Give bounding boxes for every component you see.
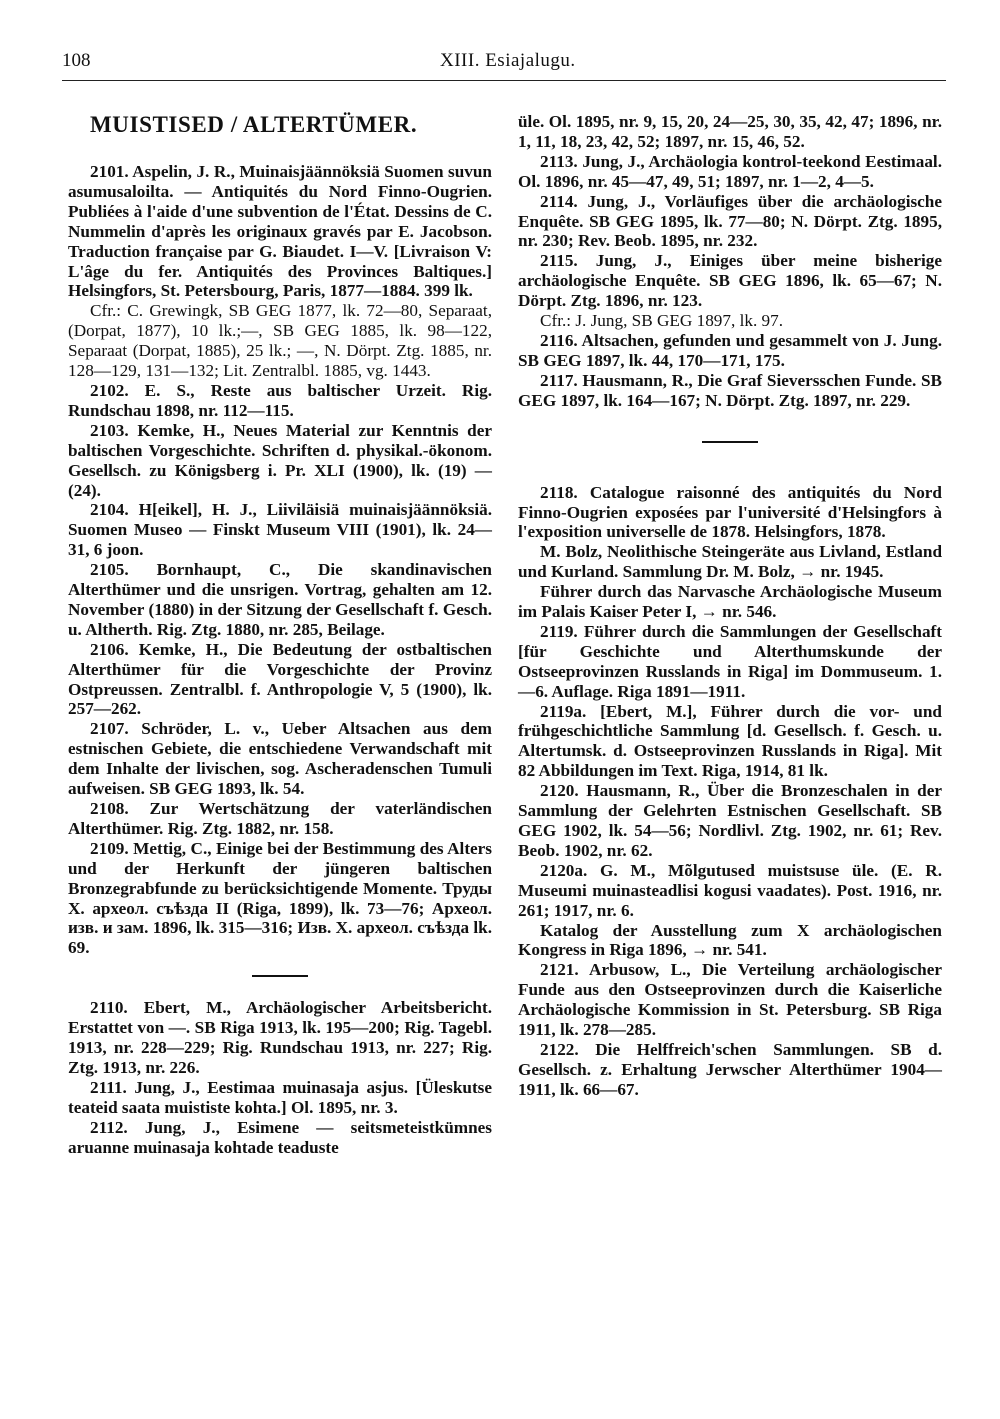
bibliography-entry (68, 381, 492, 421)
bibliography-entry (68, 799, 492, 839)
entry-text: 2119. Führer durch die Sammlungen der Gesellschaft [für Geschichte und Alterthumskunde der Ostseeprovinzen Russlands in Riga] im Dommuseum. 1.—6. Auflage. Riga 1891—1911. (518, 621, 942, 701)
bibliography-entry (518, 251, 942, 311)
entry-text: 2117. Hausmann, R., Die Graf Sieversschen Funde. SB GEG 1897, lk. 164—167; N. Dörpt. Ztg. 1897, nr. 229. (518, 370, 942, 410)
bibliography-entry (68, 301, 492, 381)
running-head: XIII. Esiajalugu. (440, 50, 576, 71)
bibliography-entry (518, 483, 942, 543)
bibliography-entry (68, 421, 492, 501)
bibliography-entry (518, 192, 942, 252)
entry-text: 2102. E. S., Reste aus baltischer Urzeit. Rig. Rundschau 1898, nr. 112—115. (68, 380, 492, 420)
bibliography-entry (68, 162, 492, 301)
entry-text: Führer durch das Narvasche Archäologische Museum im Palais Kaiser Peter I, → nr. 546. (518, 582, 942, 622)
entry-text: 2118. Catalogue raisonné des antiquités du Nord Finno-Ougrien exposées par l'université d'Helsingfors à l'exposition universelle de 1878. Helsingfors, 1878. (518, 482, 942, 542)
bibliography-entry (68, 1078, 492, 1118)
entry-text: M. Bolz, Neolithische Steingeräte aus Livland, Estland und Kurland. Sammlung Dr. M. Bolz, → nr. 1945. (518, 542, 942, 582)
entry-text: üle. Ol. 1895, nr. 9, 15, 20, 24—25, 30, 35, 42, 47; 1896, nr. 1, 11, 18, 23, 42, 52; 1897, nr. 15, 46, 52. (518, 112, 942, 151)
entry-text: 2108. Zur Wertschätzung der vaterländischen Alterthümer. Rig. Ztg. 1882, nr. 158. (68, 799, 492, 838)
entry-text: 2120. Hausmann, R., Über die Bronzeschalen in der Sammlung der Gelehrten Estnischen Gesellschaft. SB GEG 1902, lk. 54—56; Nordlivl. Ztg. 1902, nr. 61; Rev. Beob. 1902, nr. 62. (518, 781, 942, 860)
entry-text: 2104. H[eikel], H. J., Liiviläisiä muinaisjäännöksiä. Suomen Museo — Finskt Museum VIII (1901), lk. 24—31, 6 joon. (68, 500, 492, 560)
right-column (518, 112, 942, 1100)
entry-text: 2120a. G. M., Mõlgutused muistsuse üle. (E. R. Museumi muinasteadlisi kogusi vaadates). Post. 1916, nr. 261; 1917, nr. 6. (518, 860, 942, 920)
page-number: 108 (62, 50, 91, 71)
entry-text: Cfr.: C. Grewingk, SB GEG 1877, lk. 72—80, Separaat, (Dorpat, 1877), 10 lk.;—, SB GEG 1885, lk. 98—122, Separaat (Dorpat, 1885), 25 lk.; —, N. Dörpt. Ztg. 1885, nr. 128—129, 131—132; Lit. Zentralbl. 1885, vg. 1443. (68, 301, 492, 381)
bibliography-entry (68, 640, 492, 720)
entry-text: 2109. Mettig, C., Einige bei der Bestimmung des Alters und der Herkunft der jüngeren baltischen Bronzegrabfunde zu berücksichtigende Momente. Труды X. археол. съѣзда II (Riga, 1899), lk. 73—76; Археол. изв. и зам. 1896, lk. 315—316; Изв. X. археол. съѣзда lk. 69. (68, 838, 492, 958)
bibliography-entry (68, 1118, 492, 1158)
entry-text: 2113. Jung, J., Archäologia kontrol-teekond Eestimaal. Ol. 1896, nr. 45—47, 49, 51; 1897, nr. 1—2, 4—5. (518, 151, 942, 191)
bibliography-entry (68, 560, 492, 640)
entry-text: 2112. Jung, J., Esimene — seitsmeteistkümnes aruanne muinasaja kohtade teaduste (68, 1117, 492, 1157)
bibliography-entry (518, 702, 942, 782)
entry-text: 2116. Altsachen, gefunden und gesammelt von J. Jung. SB GEG 1897, lk. 44, 170—171, 175. (518, 330, 942, 370)
entry-text: 2115. Jung, J., Einiges über meine bisherige archäologische Enquête. SB GEG 1896, lk. 65—67; N. Dörpt. Ztg. 1896, nr. 123. (518, 251, 942, 311)
bibliography-entry (68, 500, 492, 560)
entry-text: 2121. Arbusow, L., Die Verteilung archäologischer Funde aus den Ostseeprovinzen durch die Kaiserliche Archäologische Kommission in St. Petersburg. SB Riga 1911, lk. 278—285. (518, 960, 942, 1040)
entry-text: 2105. Bornhaupt, C., Die skandinavischen Alterthümer und die unsrigen. Vortrag, gehalten am 12. November (1880) in der Sitzung der Gesellschaft f. Gesch. u. Altherth. Rig. Ztg. 1880, nr. 285, Beilage. (68, 560, 492, 639)
bibliography-entry (518, 1040, 942, 1100)
bibliography-entry (518, 781, 942, 861)
section-divider (702, 441, 758, 443)
entry-text: 2106. Kemke, H., Die Bedeutung der ostbaltischen Alterthümer für die Vorgeschichte der Provinz Ostpreussen. Zentralbl. f. Anthropologie V, 5 (1900), lk. 257—262. (68, 639, 492, 719)
header-rule (62, 80, 946, 81)
entry-text: 2101. Aspelin, J. R., Muinaisjäännöksiä Suomen suvun asumusaloilta. — Antiquités du Nord Finno-Ougrien. Publiées à l'aide d'une subvention de l'État. Dessins de C. Nummelin d'après les originaux gravés par E. Jacobson. Traduction française par G. Biaudet. I—V. [Livraison V: L'âge du fer. Antiquités des Provinces Baltiques.] Helsingfors, St. Petersbourg, Paris, 1877—1884. 399 lk. (68, 162, 492, 301)
section-divider (252, 975, 308, 977)
bibliography-entry (518, 371, 942, 411)
entry-text: Katalog der Ausstellung zum X archäologischen Kongress in Riga 1896, → nr. 541. (518, 920, 942, 960)
bibliography-entry (68, 839, 492, 958)
left-column (68, 100, 492, 1158)
entry-text: Cfr.: J. Jung, SB GEG 1897, lk. 97. (540, 311, 784, 331)
bibliography-entry (518, 542, 942, 582)
section-title: MUISTISED / ALTERTÜMER. (90, 112, 418, 137)
bibliography-entry (518, 921, 942, 961)
bibliography-entry (68, 998, 492, 1078)
entry-text: 2107. Schröder, L. v., Ueber Altsachen aus dem estnischen Gebiete, die entschiedene Verwandschaft mit dem Inhalte der livischen, sog. Ascheradenschen Tumuli aufweisen. SB GEG 1893, lk. 54. (68, 719, 492, 799)
bibliography-entry (68, 719, 492, 799)
bibliography-entry (518, 960, 942, 1040)
bibliography-entry (518, 311, 942, 331)
entry-text: 2114. Jung, J., Vorläufiges über die archäologische Enquête. SB GEG 1895, lk. 77—80; N. Dörpt. Ztg. 1895, nr. 230; Rev. Beob. 1895, nr. 232. (518, 191, 942, 251)
bibliography-entry (518, 861, 942, 921)
bibliography-entry (518, 152, 942, 192)
bibliography-entry (518, 112, 942, 152)
page-header (62, 50, 946, 80)
entry-text: 2103. Kemke, H., Neues Material zur Kenntnis der baltischen Vorgeschichte. Schriften d. physikal.-ökonom. Gesellsch. zu Königsberg i. Pr. XLI (1900), lk. (19) — (24). (68, 420, 492, 500)
entry-text: 2111. Jung, J., Eestimaa muinasaja asjus. [Üleskutse teateid saata muististe kohta.] Ol. 1895, nr. 3. (68, 1077, 492, 1117)
entry-text: 2122. Die Helffreich'schen Sammlungen. SB d. Gesellsch. z. Erhaltung Jerwscher Alterthümer 1904—1911, lk. 66—67. (518, 1039, 942, 1099)
bibliography-entry (518, 331, 942, 371)
entry-text: 2119a. [Ebert, M.], Führer durch die vor- und frühgeschichtliche Sammlung [d. Gesellsch. f. Gesch. u. Altertumsk. d. Ostseeprovinzen Russlands in Riga]. Mit 82 Abbildungen im Text. Riga, 1914, 81 lk. (518, 701, 942, 781)
bibliography-entry (518, 622, 942, 702)
bibliography-entry (518, 582, 942, 622)
entry-text: 2110. Ebert, M., Archäologischer Arbeitsbericht. Erstattet von —. SB Riga 1913, lk. 195—200; Rig. Tagebl. 1913, nr. 228—229; Rig. Rundschau 1913, nr. 227; Rig. Ztg. 1913, nr. 226. (68, 998, 492, 1077)
